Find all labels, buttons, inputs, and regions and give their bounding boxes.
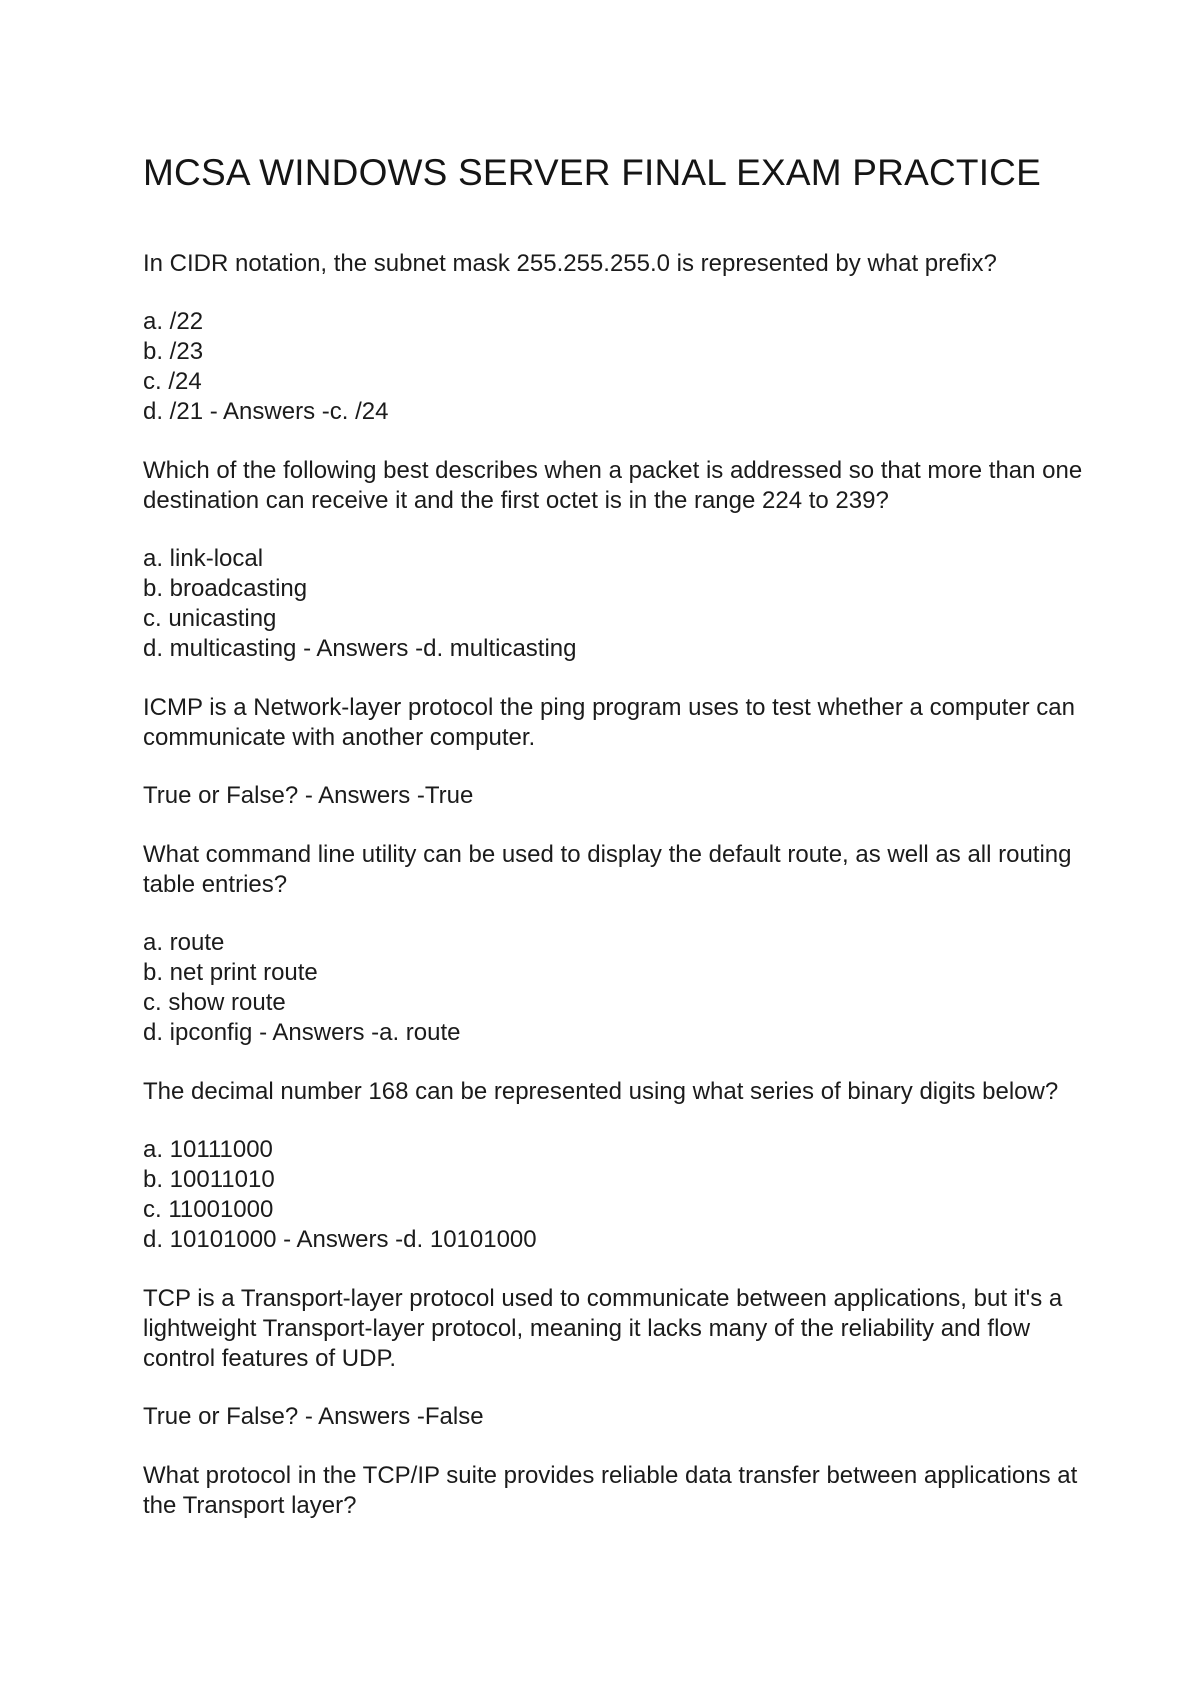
option-c: c. unicasting <box>143 605 277 632</box>
true-false-answer: True or False? - Answers -True <box>143 782 474 809</box>
option-b: b. broadcasting <box>143 575 308 602</box>
question-7 <box>143 1461 1093 1521</box>
question-text: What protocol in the TCP/IP suite provides reliable data transfer between applications at the Transport layer? <box>143 1462 1078 1519</box>
question-1 <box>143 249 1093 427</box>
question-text: In CIDR notation, the subnet mask 255.255.255.0 is represented by what prefix? <box>143 250 997 277</box>
question-3 <box>143 693 1093 811</box>
option-a: a. /22 <box>143 308 204 335</box>
question-text: The decimal number 168 can be represented using what series of binary digits below? <box>143 1078 1059 1105</box>
question-text: What command line utility can be used to display the default route, as well as all routing table entries? <box>143 841 1072 898</box>
question-6 <box>143 1284 1093 1432</box>
option-list <box>143 928 1093 1048</box>
document-page <box>143 150 1093 1550</box>
option-list <box>143 1135 1093 1255</box>
option-c: c. /24 <box>143 368 202 395</box>
question-text: TCP is a Transport-layer protocol used to communicate between applications, but it's a lightweight Transport-layer protocol, meaning it lacks many of the reliability and flow control features of UDP. <box>143 1285 1063 1372</box>
option-c: c. 11001000 <box>143 1196 274 1223</box>
option-d-with-answer: d. ipconfig - Answers -a. route <box>143 1019 461 1046</box>
option-a: a. link-local <box>143 545 264 572</box>
question-5 <box>143 1077 1093 1255</box>
true-false-answer: True or False? - Answers -False <box>143 1403 484 1430</box>
option-a: a. 10111000 <box>143 1136 273 1163</box>
question-2 <box>143 456 1093 664</box>
question-list <box>143 249 1093 1521</box>
page-title: MCSA WINDOWS SERVER FINAL EXAM PRACTICE <box>143 152 1041 193</box>
option-d-with-answer: d. multicasting - Answers -d. multicasting <box>143 635 577 662</box>
option-b: b. 10011010 <box>143 1166 275 1193</box>
question-text: Which of the following best describes when a packet is addressed so that more than one destination can receive it and the first octet is in the range 224 to 239? <box>143 457 1083 514</box>
question-4 <box>143 840 1093 1048</box>
option-list <box>143 544 1093 664</box>
option-list <box>143 307 1093 427</box>
option-b: b. /23 <box>143 338 204 365</box>
question-text: ICMP is a Network-layer protocol the ping program uses to test whether a computer can communicate with another computer. <box>143 694 1075 751</box>
option-d-with-answer: d. 10101000 - Answers -d. 10101000 <box>143 1226 537 1253</box>
option-b: b. net print route <box>143 959 318 986</box>
option-a: a. route <box>143 929 225 956</box>
option-c: c. show route <box>143 989 286 1016</box>
option-d-with-answer: d. /21 - Answers -c. /24 <box>143 398 389 425</box>
